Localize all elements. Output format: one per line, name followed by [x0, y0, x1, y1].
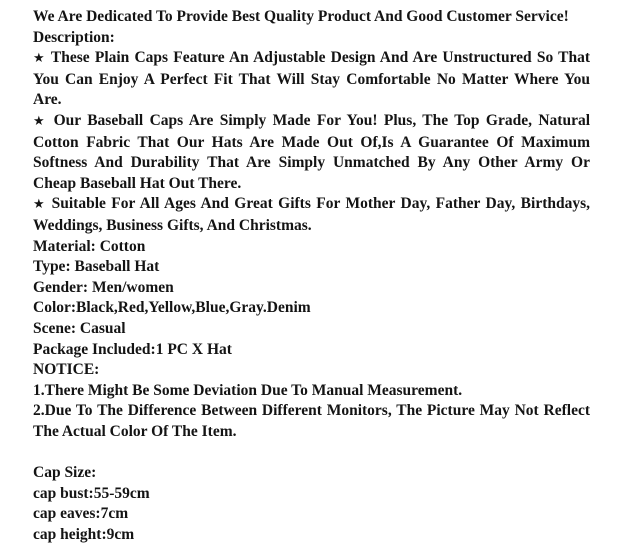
- spec-material: Material: Cotton: [33, 237, 146, 255]
- bullet-text: These Plain Caps Feature An Adjustable Design And Are Unstructured So That You Can Enjoy A Perfect Fit That Will Stay Comfortable No Matter Where You Are.: [33, 49, 591, 109]
- spec-package: Package Included:1 PC X Hat: [33, 340, 232, 358]
- star-icon: ★: [33, 51, 46, 67]
- bullet-text: Our Baseball Caps Are Simply Made For You! Plus, The Top Grade, Natural Cotton Fabric That Our Hats Are Made Out Of,Is A Guarantee Of Maximum Softness And Durability That Are Simply Unmatched By Any Other Army Or Cheap Baseball Hat Out There.: [33, 111, 591, 192]
- star-icon: ★: [33, 113, 48, 129]
- cap-size-height: cap height:9cm: [33, 525, 135, 543]
- cap-size-bust: cap bust:55-59cm: [33, 484, 150, 502]
- bullet-item: [33, 111, 590, 194]
- spacer: [33, 442, 590, 463]
- cap-size-eaves: cap eaves:7cm: [33, 505, 129, 523]
- bullet-item: [33, 48, 590, 111]
- notice-item: 1.There Might Be Some Deviation Due To Manual Measurement.: [33, 381, 463, 399]
- cap-size-label: Cap Size:: [33, 464, 97, 482]
- spec-type: Type: Baseball Hat: [33, 258, 160, 276]
- spec-gender: Gender: Men/women: [33, 278, 174, 296]
- spec-color: Color:Black,Red,Yellow,Blue,Gray.Denim: [33, 299, 311, 317]
- bullet-text: Suitable For All Ages And Great Gifts For Mother Day, Father Day, Birthdays, Weddings, Business Gifts, And Christmas.: [33, 195, 591, 234]
- description-label: Description:: [33, 28, 115, 46]
- bullet-item: [33, 194, 590, 236]
- spec-scene: Scene: Casual: [33, 319, 126, 337]
- intro-text: We Are Dedicated To Provide Best Quality Product And Good Customer Service!: [33, 8, 569, 25]
- notice-item: 2.Due To The Difference Between Different Monitors, The Picture May Not Reflect The Actual Color Of The Item.: [33, 402, 590, 440]
- notice-label: NOTICE:: [33, 361, 100, 379]
- product-description: [33, 7, 590, 545]
- star-icon: ★: [33, 197, 47, 213]
